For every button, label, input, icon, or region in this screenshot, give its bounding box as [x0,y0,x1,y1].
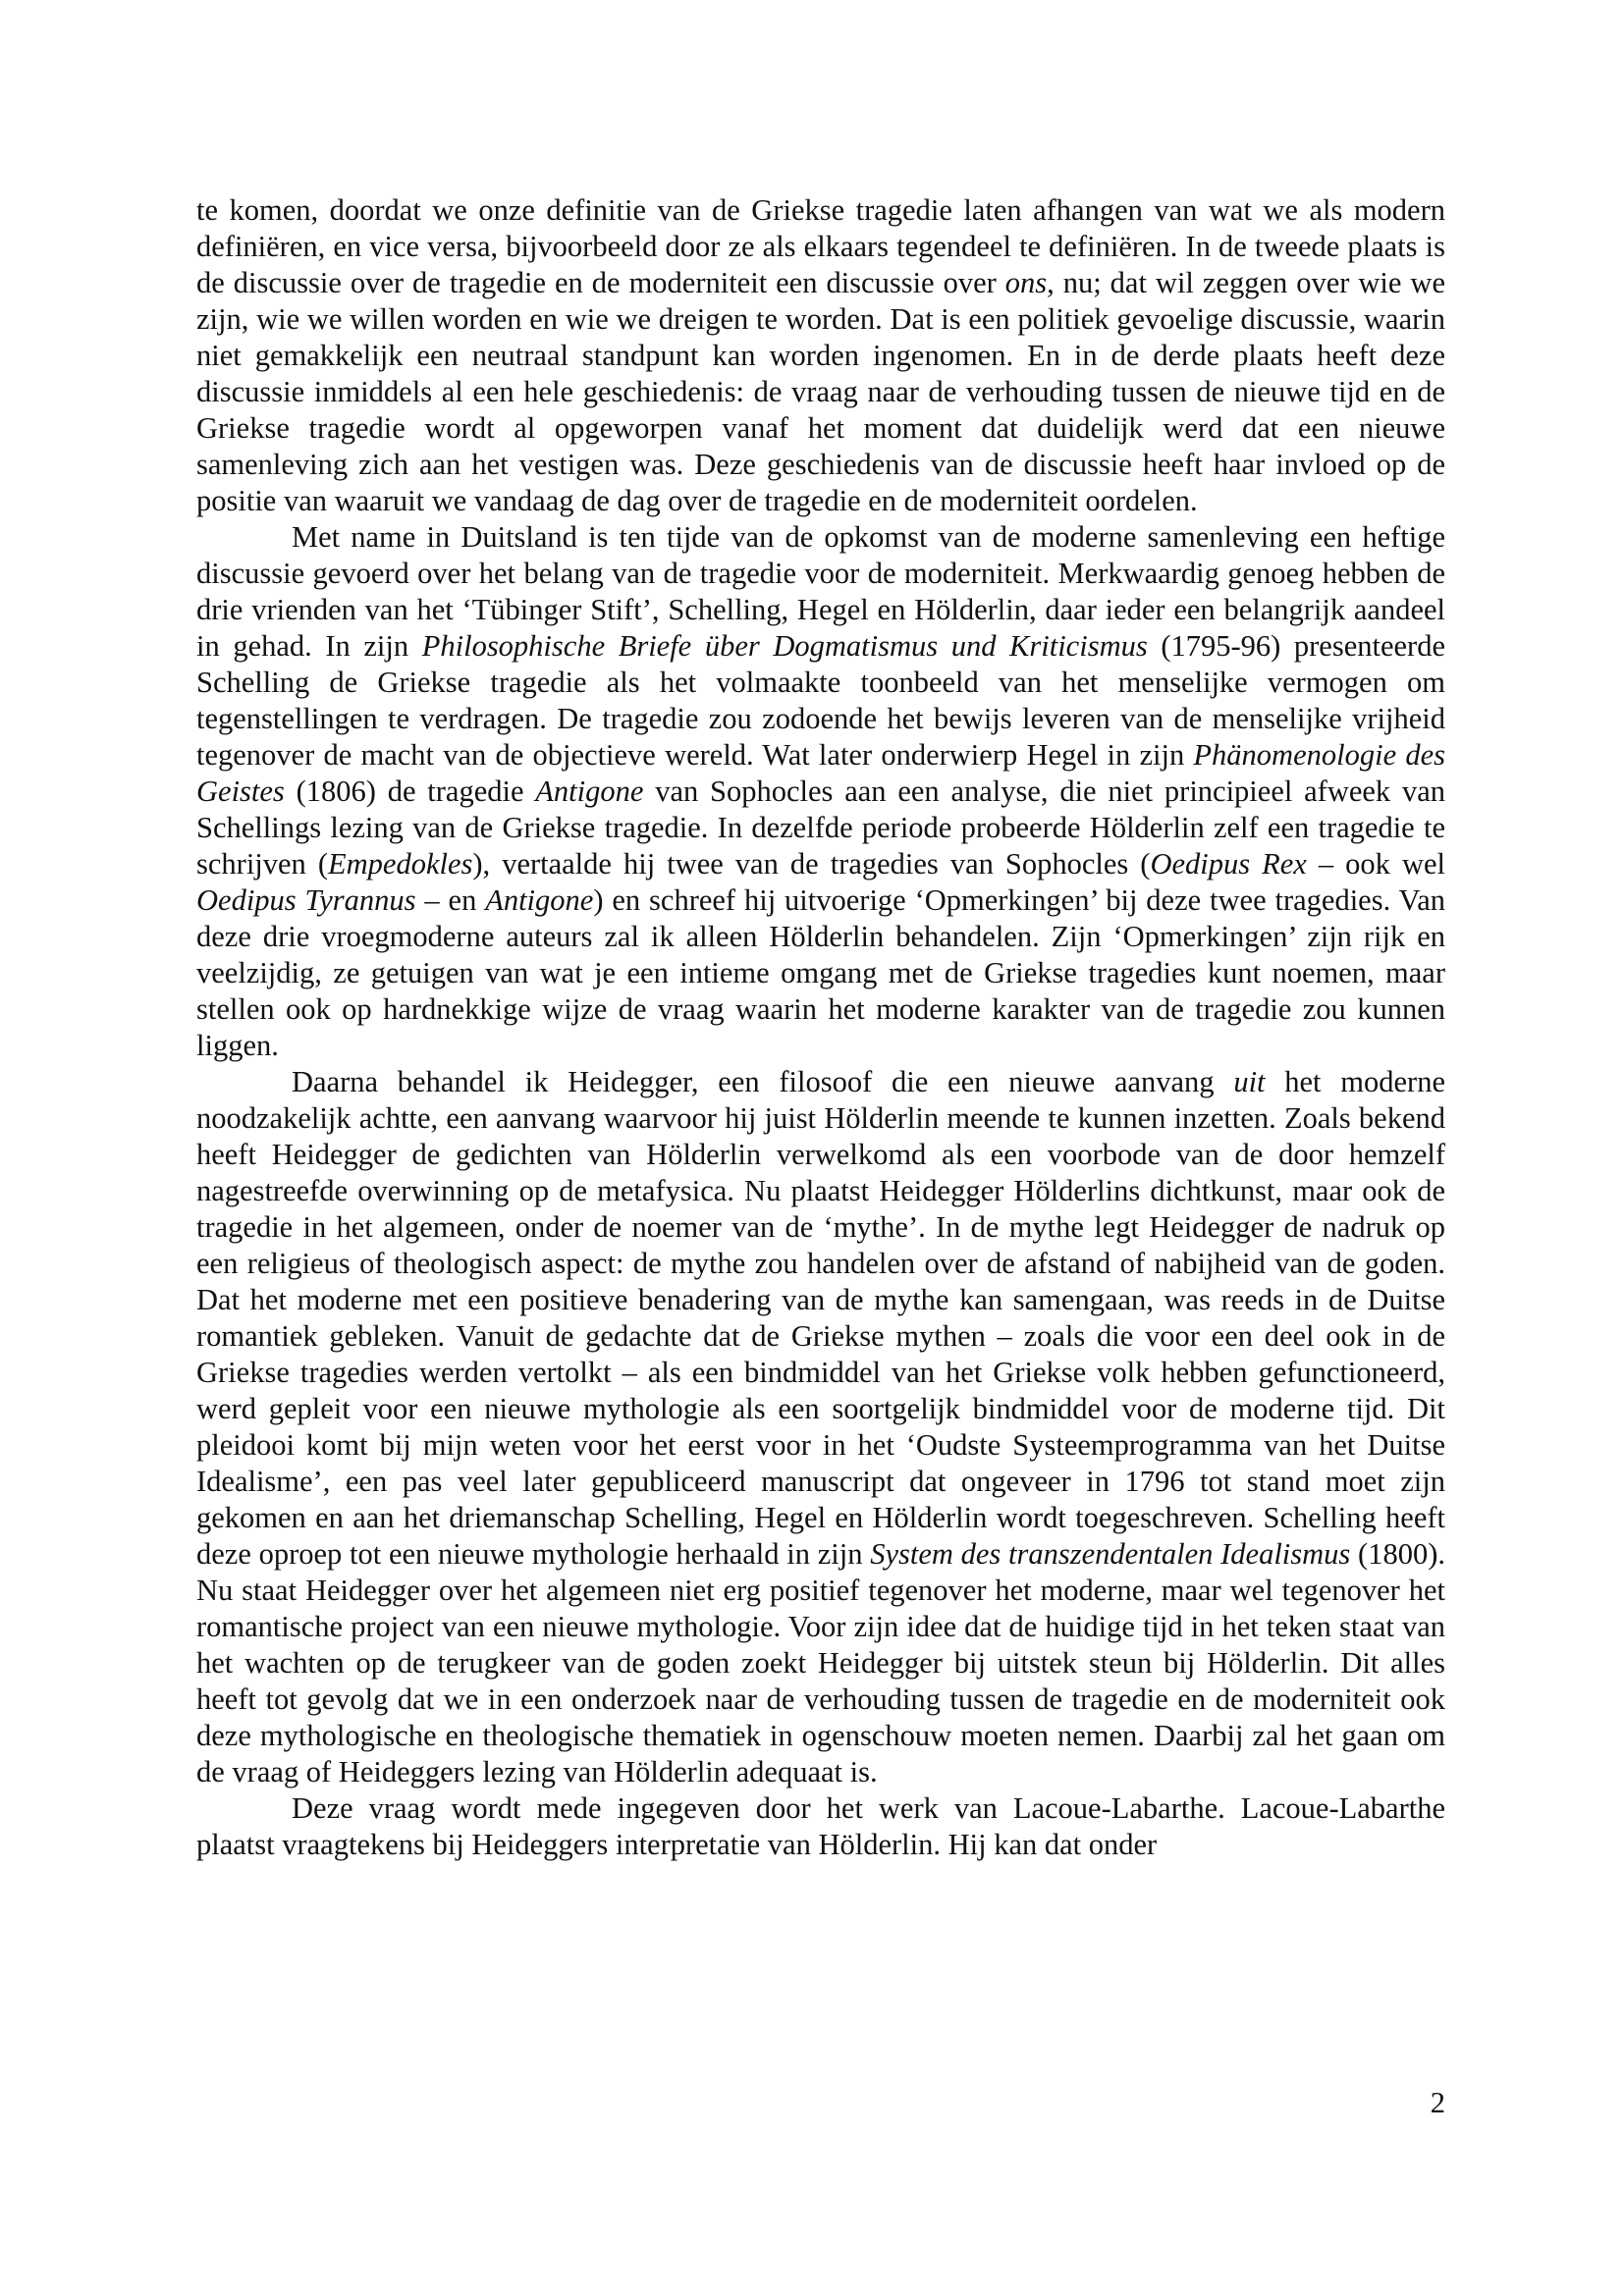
italic-text: Philosophische Briefe über Dogmatismus und Kriticismus [421,629,1148,663]
text-run: van Sophocles aan een analyse, die niet principieel afweek van Schellings lezing van de Griekse tragedie. In dezelfde periode probeerde Hölderlin zelf een tragedie te schrijven ( [196,774,1445,881]
italic-text: System des transzendentalen Idealismus [870,1537,1351,1571]
text-run: ), vertaalde hij twee van de tragedies van Sophocles ( [472,847,1151,881]
text-run: – ook wel [1306,847,1445,881]
italic-text: ons [1004,266,1048,299]
text-run: – en [415,883,486,917]
text-run: ) en schreef hij uitvoerige ‘Opmerkingen’ bij deze twee tragedies. Van deze drie vroegmoderne auteurs zal ik alleen Hölderlin behandelen. Zijn ‘Opmerkingen’ zijn rijk en veelzijdig, ze getuigen van wat je een intieme omgang met de Griekse tragedies kunt noemen, maar stellen ook op hardnekkige wijze de vraag waarin het moderne karakter van de tragedie zou kunnen liggen. [196,883,1445,1062]
document-body [196,192,1445,1863]
text-run: te komen, doordat we onze definitie van de Griekse tragedie laten afhangen van wat we als modern definiëren, en vice versa, bijvoorbeeld door ze als elkaars tegendeel te definiëren. In de tweede plaats is de discussie over de tragedie en de moderniteit een discussie over [196,193,1445,299]
italic-text: Phänomenologie des Geistes [196,738,1445,808]
text-run: , nu; dat wil zeggen over wie we zijn, wie we willen worden en wie we dreigen te worden. Dat is een politiek gevoelige discussie, waarin niet gemakkelijk een neutraal standpunt kan worden ingenomen. En in de derde plaats heeft deze discussie inmiddels al een hele geschiedenis: de vraag naar de verhouding tussen de nieuwe tijd en de Griekse tragedie wordt al opgeworpen vanaf het moment dat duidelijk werd dat een nieuwe samenleving zich aan het vestigen was. Deze geschiedenis van de discussie heeft haar invloed op de positie van waaruit we vandaag de dag over de tragedie en de moderniteit oordelen. [196,266,1445,517]
paragraph [196,519,1445,1064]
page-number: 2 [1430,2086,1445,2119]
paragraph [196,192,1445,519]
text-run: het moderne noodzakelijk achtte, een aanvang waarvoor hij juist Hölderlin meende te kunnen inzetten. Zoals bekend heeft Heidegger de gedichten van Hölderlin verwelkomd als een voorbode van de door hemzelf nagestreefde overwinning op de metafysica. Nu plaatst Heidegger Hölderlins dichtkunst, maar ook de tragedie in het algemeen, onder de noemer van de ‘mythe’. In de mythe legt Heidegger de nadruk op een religieus of theologisch aspect: de mythe zou handelen over de afstand of nabijheid van de goden. Dat het moderne met een positieve benadering van de mythe kan samengaan, was reeds in de Duitse romantiek gebleken. Vanuit de gedachte dat de Griekse mythen – zoals die voor een deel ook in de Griekse tragedies werden vertolkt – als een bindmiddel van het Griekse volk hebben gefunctioneerd, werd gepleit voor een nieuwe mythologie als een soortgelijk bindmiddel voor de moderne tijd. Dit pleidooi komt bij mijn weten voor het eerst voor in het ‘Oudste Systeemprogramma van het Duitse Idealisme’, een pas veel later gepubliceerd manuscript dat ongeveer in 1796 tot stand moet zijn gekomen en aan het driemanschap Schelling, Hegel en Hölderlin wordt toegeschreven. Schelling heeft deze oproep tot een nieuwe mythologie herhaald in zijn [196,1065,1445,1571]
text-run: Deze vraag wordt mede ingegeven door het werk van Lacoue-Labarthe. Lacoue-Labarthe plaatst vraagtekens bij Heideggers interpretatie van Hölderlin. Hij kan dat onder [196,1791,1445,1861]
italic-text: Antigone [535,774,644,808]
text-run: (1806) de tragedie [284,774,536,808]
text-run: (1800). Nu staat Heidegger over het algemeen niet erg positief tegenover het moderne, maar wel tegenover het romantische project van een nieuwe mythologie. Voor zijn idee dat de huidige tijd in het teken staat van het wachten op de terugkeer van de goden zoekt Heidegger bij uitstek steun bij Hölderlin. Dit alles heeft tot gevolg dat we in een onderzoek naar de verhouding tussen de tragedie en de moderniteit ook deze mythologische en theologische thematiek in ogenschouw moeten nemen. Daarbij zal het gaan om de vraag of Heideggers lezing van Hölderlin adequaat is. [196,1537,1445,1789]
text-run: Daarna behandel ik Heidegger, een filosoof die een nieuwe aanvang [292,1065,1234,1098]
italic-text: Empedokles [328,847,473,881]
italic-text: uit [1233,1065,1266,1098]
italic-text: Oedipus Rex [1150,847,1307,881]
paragraph [196,1064,1445,1790]
text-run: Met name in Duitsland is ten tijde van de opkomst van de moderne samenleving een heftige discussie gevoerd over het belang van de tragedie voor de moderniteit. Merkwaardig genoeg hebben de drie vrienden van het ‘Tübinger Stift’, Schelling, Hegel en Hölderlin, daar ieder een belangrijk aandeel in gehad. In zijn [196,520,1445,663]
text-run: (1795-96) presenteerde Schelling de Griekse tragedie als het volmaakte toonbeeld van het menselijke vermogen om tegenstellingen te verdragen. De tragedie zou zodoende het bewijs leveren van de menselijke vrijheid tegenover de macht van de objectieve wereld. Wat later onderwierp Hegel in zijn [196,629,1445,772]
italic-text: Oedipus Tyrannus [196,883,416,917]
italic-text: Antigone [485,883,594,917]
paragraph [196,1790,1445,1863]
